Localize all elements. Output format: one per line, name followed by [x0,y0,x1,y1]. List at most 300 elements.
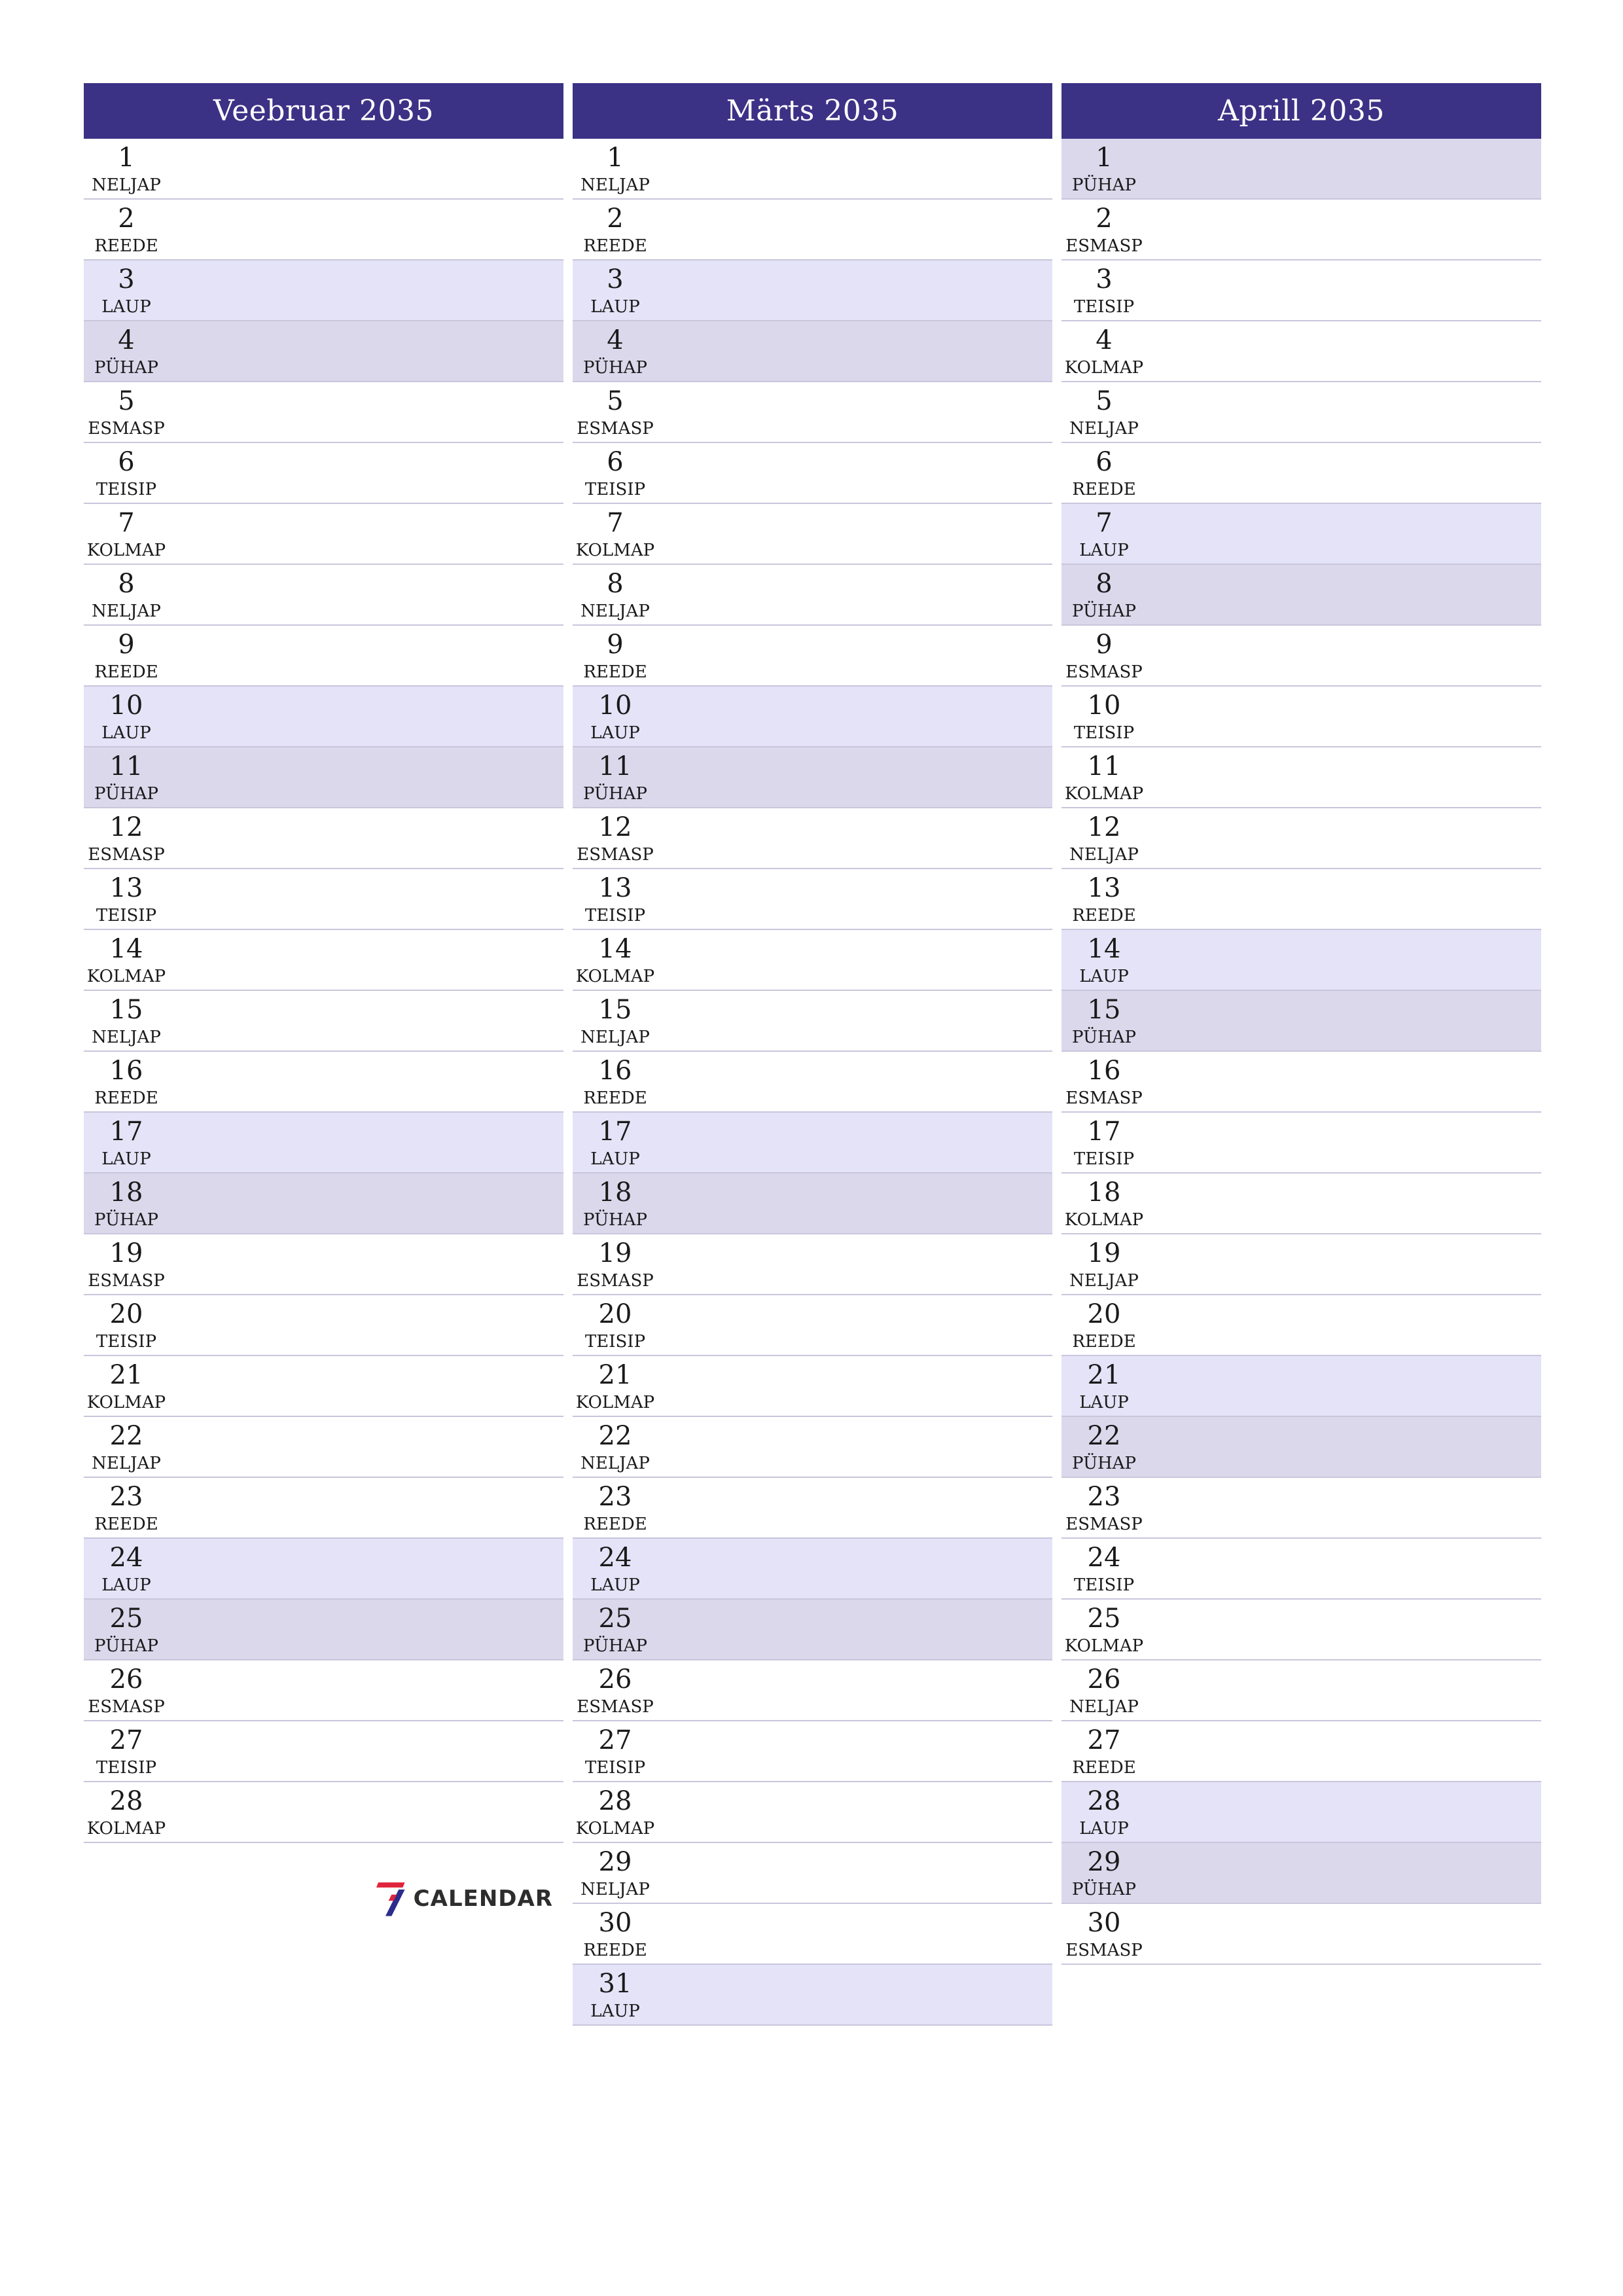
day-number: 27 [1087,1725,1121,1755]
day-row [1061,1052,1541,1113]
day-cell [573,1478,658,1537]
day-cell [84,260,169,320]
day-number: 16 [598,1056,632,1086]
day-number: 25 [1087,1604,1121,1634]
day-number: 18 [1087,1177,1121,1208]
weekday-name: KOLMAP [1064,1210,1144,1230]
day-number: 27 [598,1725,632,1755]
day-number: 22 [109,1421,143,1451]
day-cell [84,626,169,685]
day-cell [84,687,169,746]
day-row [84,565,563,626]
day-cell [1061,565,1147,624]
weekday-name: PÜHAP [583,358,647,378]
weekday-name: ESMASP [88,1271,165,1291]
day-number: 27 [109,1725,143,1755]
day-row [1061,1782,1541,1843]
weekday-name: REEDE [94,1515,158,1534]
weekday-name: ESMASP [88,1697,165,1717]
day-number: 7 [118,508,135,538]
weekday-name: REEDE [583,1088,647,1108]
day-cell [573,1600,658,1659]
day-row [1061,1721,1541,1782]
weekday-name: ESMASP [88,845,165,865]
day-cell [1061,260,1147,320]
day-row [84,1356,563,1417]
day-number: 17 [598,1117,632,1147]
day-number: 6 [607,447,624,477]
day-row [84,1417,563,1478]
day-row [84,1660,563,1721]
day-number: 4 [607,325,624,355]
day-number: 10 [1087,691,1121,721]
day-row [573,1234,1052,1295]
day-row [573,321,1052,382]
weekday-name: PÜHAP [94,358,158,378]
weekday-name: LAUP [101,723,151,743]
weekday-name: PÜHAP [1072,1454,1136,1473]
weekday-name: REEDE [583,236,647,256]
day-cell [573,1660,658,1720]
day-row [573,930,1052,991]
day-cell [1061,687,1147,746]
day-cell [573,930,658,990]
day-number: 1 [118,143,135,173]
weekday-name: LAUP [590,723,640,743]
day-number: 18 [598,1177,632,1208]
day-number: 3 [607,264,624,295]
day-cell [1061,1478,1147,1537]
day-row [1061,1234,1541,1295]
day-number: 18 [109,1177,143,1208]
day-row [573,1052,1052,1113]
day-number: 15 [1087,995,1121,1025]
day-cell [573,321,658,381]
weekday-name: TEISIP [584,1332,646,1352]
day-row [84,443,563,504]
day-cell [84,139,169,198]
day-cell [84,443,169,503]
day-row [1061,930,1541,991]
weekday-name: NELJAP [580,1880,650,1899]
weekday-name: KOLMAP [86,1393,166,1412]
weekday-name: ESMASP [577,419,654,439]
day-cell [573,1052,658,1111]
day-cell [573,626,658,685]
day-cell [573,565,658,624]
day-row [84,991,563,1052]
day-row [573,1965,1052,2026]
day-cell [573,869,658,929]
weekday-name: LAUP [590,297,640,317]
day-row [84,260,563,321]
day-row [573,382,1052,443]
day-number: 22 [598,1421,632,1451]
day-number: 20 [598,1299,632,1329]
weekday-name: NELJAP [1069,1697,1139,1717]
day-row [84,1721,563,1782]
day-cell [1061,1600,1147,1659]
day-number: 1 [607,143,624,173]
day-number: 9 [607,630,624,660]
day-cell [84,321,169,381]
brand-logo [376,1875,553,1922]
day-row [573,1478,1052,1539]
day-number: 5 [1096,386,1113,416]
month-column-february [84,83,563,1843]
day-cell [1061,1721,1147,1781]
day-row [1061,260,1541,321]
weekday-name: REEDE [94,236,158,256]
day-row [1061,1113,1541,1174]
day-cell [1061,1843,1147,1903]
weekday-name: KOLMAP [575,1393,655,1412]
day-row [573,1539,1052,1600]
day-number: 20 [1087,1299,1121,1329]
day-row [573,504,1052,565]
day-row [1061,1843,1541,1904]
day-number: 24 [1087,1543,1121,1573]
day-number: 26 [598,1664,632,1695]
weekday-name: PÜHAP [583,784,647,804]
day-row [573,565,1052,626]
day-row [573,1356,1052,1417]
day-cell [573,687,658,746]
day-number: 14 [598,934,632,964]
day-row [1061,321,1541,382]
day-row [84,1295,563,1356]
day-cell [84,1478,169,1537]
weekday-name: KOLMAP [575,541,655,560]
day-row [573,747,1052,808]
day-cell [1061,443,1147,503]
day-number: 29 [598,1847,632,1877]
day-cell [573,1174,658,1233]
day-number: 24 [598,1543,632,1573]
day-row [1061,1600,1541,1660]
day-number: 20 [109,1299,143,1329]
day-number: 29 [1087,1847,1121,1877]
day-number: 14 [1087,934,1121,964]
weekday-name: TEISIP [584,1758,646,1778]
day-cell [573,1356,658,1416]
day-cell [1061,139,1147,198]
day-number: 6 [118,447,135,477]
day-row [573,443,1052,504]
day-number: 26 [109,1664,143,1695]
day-row [573,1295,1052,1356]
day-cell [573,991,658,1050]
weekday-name: REEDE [1072,906,1136,925]
month-title: Veebruar 2035 [84,83,563,139]
day-row [84,1478,563,1539]
weekday-name: LAUP [101,1149,151,1169]
weekday-name: ESMASP [1065,1515,1143,1534]
day-number: 23 [598,1482,632,1512]
weekday-name: TEISIP [96,906,157,925]
day-number: 25 [598,1604,632,1634]
day-row [1061,565,1541,626]
weekday-name: LAUP [1079,541,1129,560]
weekday-name: TEISIP [96,1332,157,1352]
day-cell [84,1356,169,1416]
day-number: 7 [607,508,624,538]
weekday-name: KOLMAP [86,1819,166,1839]
day-cell [84,1052,169,1111]
day-cell [84,565,169,624]
weekday-name: LAUP [1079,1393,1129,1412]
day-cell [1061,869,1147,929]
day-number: 30 [1087,1908,1121,1938]
day-cell [84,747,169,807]
weekday-name: REEDE [583,662,647,682]
day-row [1061,382,1541,443]
weekday-name: NELJAP [92,601,161,621]
weekday-name: TEISIP [96,480,157,499]
day-cell [84,200,169,259]
day-row [1061,869,1541,930]
day-cell [84,869,169,929]
weekday-name: NELJAP [580,601,650,621]
day-cell [1061,1539,1147,1598]
month-column-march [573,83,1052,2026]
weekday-name: TEISIP [584,480,646,499]
day-cell [573,1295,658,1355]
day-number: 1 [1096,143,1113,173]
day-cell [1061,626,1147,685]
day-cell [1061,991,1147,1050]
day-number: 6 [1096,447,1113,477]
weekday-name: KOLMAP [575,967,655,986]
weekday-name: REEDE [1072,1332,1136,1352]
day-number: 17 [109,1117,143,1147]
day-cell [1061,1660,1147,1720]
day-cell [1061,930,1147,990]
day-number: 28 [109,1786,143,1816]
logo-text: CALENDAR [413,1886,553,1912]
day-cell [1061,321,1147,381]
day-cell [1061,1295,1147,1355]
weekday-name: REEDE [583,1941,647,1960]
day-row [84,1782,563,1843]
weekday-name: LAUP [590,1575,640,1595]
day-cell [1061,200,1147,259]
day-row [84,504,563,565]
weekday-name: NELJAP [580,1028,650,1047]
day-row [84,382,563,443]
day-row [573,1843,1052,1904]
day-cell [84,808,169,868]
day-cell [1061,1052,1147,1111]
day-number: 10 [109,691,143,721]
day-row [1061,1660,1541,1721]
day-cell [1061,382,1147,442]
day-cell [1061,747,1147,807]
day-number: 31 [598,1969,632,1999]
weekday-name: ESMASP [1065,236,1143,256]
day-number: 16 [1087,1056,1121,1086]
day-cell [84,1113,169,1172]
weekday-name: ESMASP [577,845,654,865]
day-number: 15 [109,995,143,1025]
day-number: 30 [598,1908,632,1938]
day-row [1061,1295,1541,1356]
day-row [1061,687,1541,747]
day-number: 28 [1087,1786,1121,1816]
day-row [573,1904,1052,1965]
day-number: 13 [1087,873,1121,903]
day-number: 8 [1096,569,1113,599]
weekday-name: NELJAP [580,175,650,195]
day-row [84,869,563,930]
weekday-name: PÜHAP [583,1210,647,1230]
day-number: 12 [598,812,632,842]
day-cell [573,1539,658,1598]
day-number: 21 [598,1360,632,1390]
weekday-name: NELJAP [1069,1271,1139,1291]
day-cell [573,1782,658,1842]
day-row [84,139,563,200]
weekday-name: ESMASP [577,1271,654,1291]
weekday-name: PÜHAP [1072,175,1136,195]
weekday-name: LAUP [101,1575,151,1595]
day-number: 11 [1087,751,1121,781]
day-cell [84,1660,169,1720]
day-row [84,1234,563,1295]
day-cell [573,747,658,807]
day-row [1061,626,1541,687]
day-row [84,1052,563,1113]
weekday-name: TEISIP [96,1758,157,1778]
day-list [84,139,563,1843]
day-row [573,200,1052,260]
day-row [84,1539,563,1600]
weekday-name: PÜHAP [1072,1880,1136,1899]
day-cell [573,808,658,868]
day-number: 23 [1087,1482,1121,1512]
weekday-name: TEISIP [1073,1149,1135,1169]
day-row [573,260,1052,321]
weekday-name: NELJAP [1069,419,1139,439]
day-cell [84,382,169,442]
day-row [1061,139,1541,200]
month-title: Märts 2035 [573,83,1052,139]
day-row [573,1782,1052,1843]
day-cell [1061,504,1147,564]
day-cell [1061,1234,1147,1294]
day-row [84,321,563,382]
day-cell [573,1843,658,1903]
weekday-name: KOLMAP [1064,1636,1144,1656]
day-cell [573,1234,658,1294]
day-row [1061,991,1541,1052]
day-row [573,687,1052,747]
day-row [573,808,1052,869]
day-cell [573,1965,658,2024]
day-cell [1061,1174,1147,1233]
day-row [84,1113,563,1174]
weekday-name: REEDE [94,662,158,682]
day-number: 17 [1087,1117,1121,1147]
day-cell [84,930,169,990]
day-row [573,1113,1052,1174]
day-number: 19 [598,1238,632,1268]
day-cell [84,1417,169,1477]
day-row [573,869,1052,930]
weekday-name: KOLMAP [575,1819,655,1839]
day-number: 11 [109,751,143,781]
day-row [1061,1539,1541,1600]
weekday-name: PÜHAP [1072,1028,1136,1047]
day-number: 13 [598,873,632,903]
day-number: 15 [598,995,632,1025]
day-cell [1061,1417,1147,1477]
day-number: 7 [1096,508,1113,538]
weekday-name: TEISIP [1073,297,1135,317]
day-number: 23 [109,1482,143,1512]
day-number: 25 [109,1604,143,1634]
day-cell [1061,1904,1147,1964]
day-row [573,1417,1052,1478]
day-cell [1061,1782,1147,1842]
weekday-name: ESMASP [1065,1088,1143,1108]
day-list [573,139,1052,2026]
day-row [573,1660,1052,1721]
day-number: 11 [598,751,632,781]
day-number: 9 [118,630,135,660]
day-row [1061,200,1541,260]
day-number: 5 [118,386,135,416]
day-cell [84,1295,169,1355]
day-cell [573,1904,658,1964]
day-row [573,1721,1052,1782]
day-row [573,626,1052,687]
weekday-name: REEDE [1072,1758,1136,1778]
day-number: 22 [1087,1421,1121,1451]
seven-logo-icon [376,1875,407,1922]
weekday-name: ESMASP [577,1697,654,1717]
day-number: 16 [109,1056,143,1086]
day-row [1061,808,1541,869]
day-number: 26 [1087,1664,1121,1695]
day-number: 4 [1096,325,1113,355]
day-row [1061,1356,1541,1417]
weekday-name: PÜHAP [1072,601,1136,621]
day-row [84,747,563,808]
day-number: 8 [118,569,135,599]
weekday-name: KOLMAP [86,541,166,560]
day-row [84,808,563,869]
weekday-name: KOLMAP [1064,358,1144,378]
day-number: 14 [109,934,143,964]
day-number: 3 [1096,264,1113,295]
day-row [84,687,563,747]
day-number: 3 [118,264,135,295]
weekday-name: TEISIP [1073,1575,1135,1595]
weekday-name: NELJAP [92,175,161,195]
day-row [84,1600,563,1660]
day-number: 21 [1087,1360,1121,1390]
day-cell [573,1417,658,1477]
weekday-name: NELJAP [92,1028,161,1047]
day-cell [573,260,658,320]
day-row [84,1174,563,1234]
day-number: 2 [607,204,624,234]
day-row [1061,1478,1541,1539]
weekday-name: LAUP [590,1149,640,1169]
day-cell [573,139,658,198]
day-number: 5 [607,386,624,416]
